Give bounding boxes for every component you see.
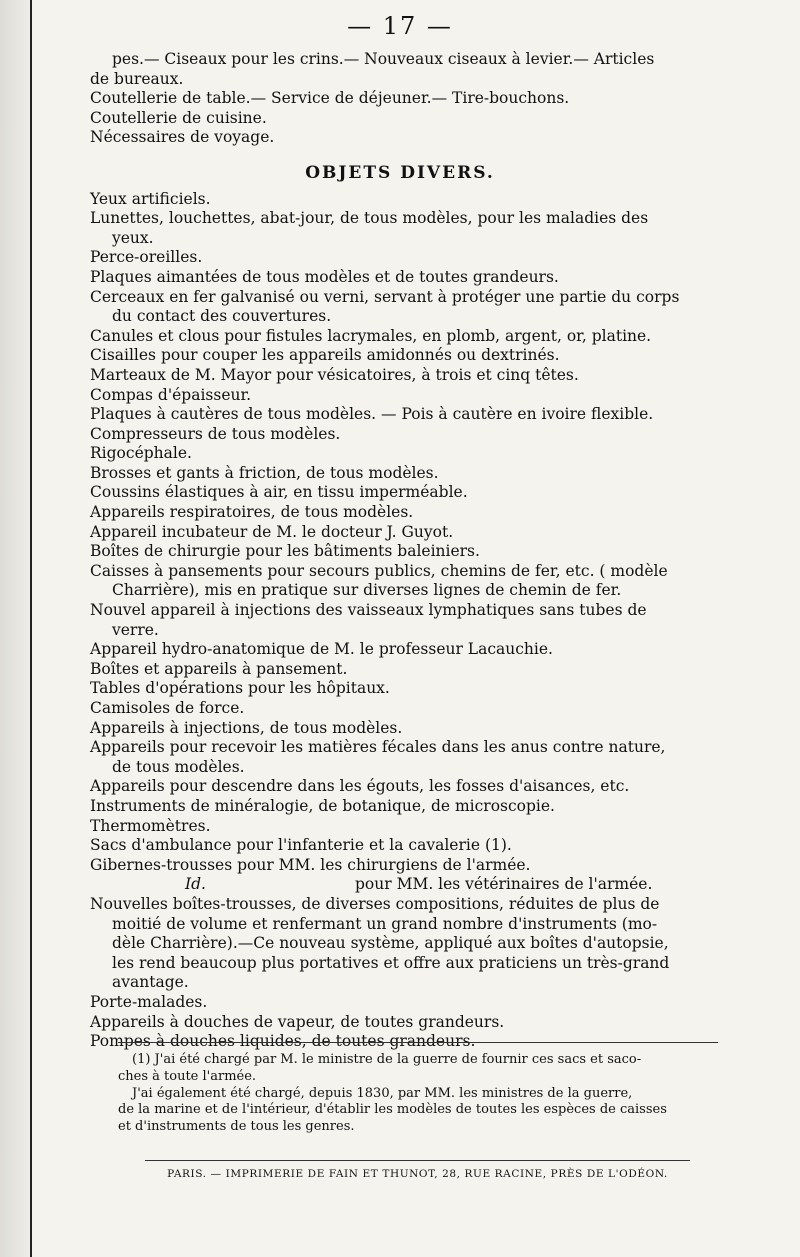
list-item: Nouvel appareil à injections des vaisseaux lymphatiques sans tubes de xyxy=(90,601,647,620)
list-item: du contact des couvertures. xyxy=(112,307,332,326)
list-item: de tous modèles. xyxy=(112,757,245,776)
list-item: Appareil incubateur de M. le docteur J. Guyot. xyxy=(90,522,454,541)
list-item: Boîtes et appareils à pansement. xyxy=(90,659,348,678)
list-item: Plaques aimantées de tous modèles et de toutes grandeurs. xyxy=(90,267,559,286)
list-item: Cerceaux en fer galvanisé ou verni, servant à protéger une partie du corps xyxy=(90,287,680,306)
list-item: avantage. xyxy=(112,973,189,992)
items-list-continued xyxy=(90,895,710,1052)
list-item: Lunettes, louchettes, abat-jour, de tous modèles, pour les maladies des xyxy=(90,209,649,228)
id-text: pour MM. les vétérinaires de l'armée. xyxy=(355,875,653,894)
list-item: Brosses et gants à friction, de tous modèles. xyxy=(90,463,439,482)
list-item: J'ai également été chargé, depuis 1830, par MM. les ministres de la guerre, xyxy=(132,1085,633,1101)
footnote-divider xyxy=(118,1042,718,1043)
list-item: Appareils pour descendre dans les égouts, les fosses d'aisances, etc. xyxy=(90,777,630,796)
list-item: Boîtes de chirurgie pour les bâtiments baleiniers. xyxy=(90,542,480,561)
text-line: Coutellerie de table.— Service de déjeuner.— Tire-bouchons. xyxy=(90,89,570,108)
list-item: Pompes à douches liquides, de toutes grandeurs. xyxy=(90,1032,476,1051)
list-item: yeux. xyxy=(112,228,154,247)
list-item: (1) J'ai été chargé par M. le ministre de la guerre de fournir ces sacs et saco- xyxy=(132,1052,642,1067)
list-item: Porte-malades. xyxy=(90,992,208,1011)
list-item: Caisses à pansements pour secours publics, chemins de fer, etc. ( modèle xyxy=(90,561,668,580)
list-item: Instruments de minéralogie, de botanique, de microscopie. xyxy=(90,796,555,815)
list-item: ches à toute l'armée. xyxy=(118,1068,257,1084)
list-item: Cisailles pour couper les appareils amidonnés ou dextrinés. xyxy=(90,346,560,365)
list-item: Thermomètres. xyxy=(90,816,211,835)
list-item: Perce-oreilles. xyxy=(90,248,203,267)
text-line: de bureaux. xyxy=(90,69,184,88)
list-item: Marteaux de M. Mayor pour vésicatoires, à trois et cinq têtes. xyxy=(90,365,579,384)
list-item: Coussins élastiques à air, en tissu imperméable. xyxy=(90,483,468,502)
list-item: moitié de volume et renfermant un grand nombre d'instruments (mo- xyxy=(112,914,658,933)
list-item: et d'instruments de tous les genres. xyxy=(118,1119,355,1135)
list-item: Appareils à injections, de tous modèles. xyxy=(90,718,403,737)
main-text xyxy=(90,50,710,1052)
list-item: Appareils à douches de vapeur, de toutes grandeurs. xyxy=(90,1012,505,1031)
list-item: Yeux artificiels. xyxy=(90,189,211,208)
list-item: Nouvelles boîtes-trousses, de diverses compositions, réduites de plus de xyxy=(90,894,660,913)
id-prefix: Id. xyxy=(185,875,206,894)
list-item: Canules et clous pour fistules lacrymales, en plomb, argent, or, platine. xyxy=(90,326,652,345)
printer-imprint: PARIS. — IMPRIMERIE DE FAIN ET THUNOT, 28, RUE RACINE, PRÈS DE L'ODÉON. xyxy=(167,1168,668,1180)
list-item: Sacs d'ambulance pour l'infanterie et la cavalerie (1). xyxy=(90,836,512,855)
list-item: Charrière), mis en pratique sur diverses lignes de chemin de fer. xyxy=(112,581,622,600)
list-item: de la marine et de l'intérieur, d'établir les modèles de toutes les espèces de caisses xyxy=(118,1102,667,1118)
list-item: Tables d'opérations pour les hôpitaux. xyxy=(90,679,390,698)
list-item: verre. xyxy=(112,620,159,639)
list-item: Appareils pour recevoir les matières fécales dans les anus contre nature, xyxy=(90,738,666,757)
list-item: Compresseurs de tous modèles. xyxy=(90,424,341,443)
list-item: dèle Charrière).—Ce nouveau système, appliqué aux boîtes d'autopsie, xyxy=(112,934,669,953)
list-item: Appareil hydro-anatomique de M. le professeur Lacauchie. xyxy=(90,640,553,659)
intro-block xyxy=(90,50,710,148)
text-line: Coutellerie de cuisine. xyxy=(90,108,267,127)
list-item: les rend beaucoup plus portatives et offre aux praticiens un très-grand xyxy=(112,953,670,972)
list-item: Appareils respiratoires, de tous modèles. xyxy=(90,503,414,522)
list-item: Rigocéphale. xyxy=(90,444,192,463)
id-line xyxy=(90,875,710,895)
page-number: — 17 — xyxy=(347,12,453,40)
footnotes xyxy=(118,1052,718,1136)
section-title: OBJETS DIVERS. xyxy=(305,162,495,183)
list-item: Gibernes-trousses pour MM. les chirurgiens de l'armée. xyxy=(90,855,531,874)
text-line: pes.— Ciseaux pour les crins.— Nouveaux ciseaux à levier.— Articles xyxy=(112,50,655,68)
items-list xyxy=(90,190,710,876)
page-gutter-edge xyxy=(0,0,32,1257)
text-line: Nécessaires de voyage. xyxy=(90,128,275,147)
imprint-divider xyxy=(145,1160,690,1161)
list-item: Plaques à cautères de tous modèles. — Pois à cautère en ivoire flexible. xyxy=(90,405,654,424)
list-item: Compas d'épaisseur. xyxy=(90,385,252,404)
list-item: Camisoles de force. xyxy=(90,699,245,717)
